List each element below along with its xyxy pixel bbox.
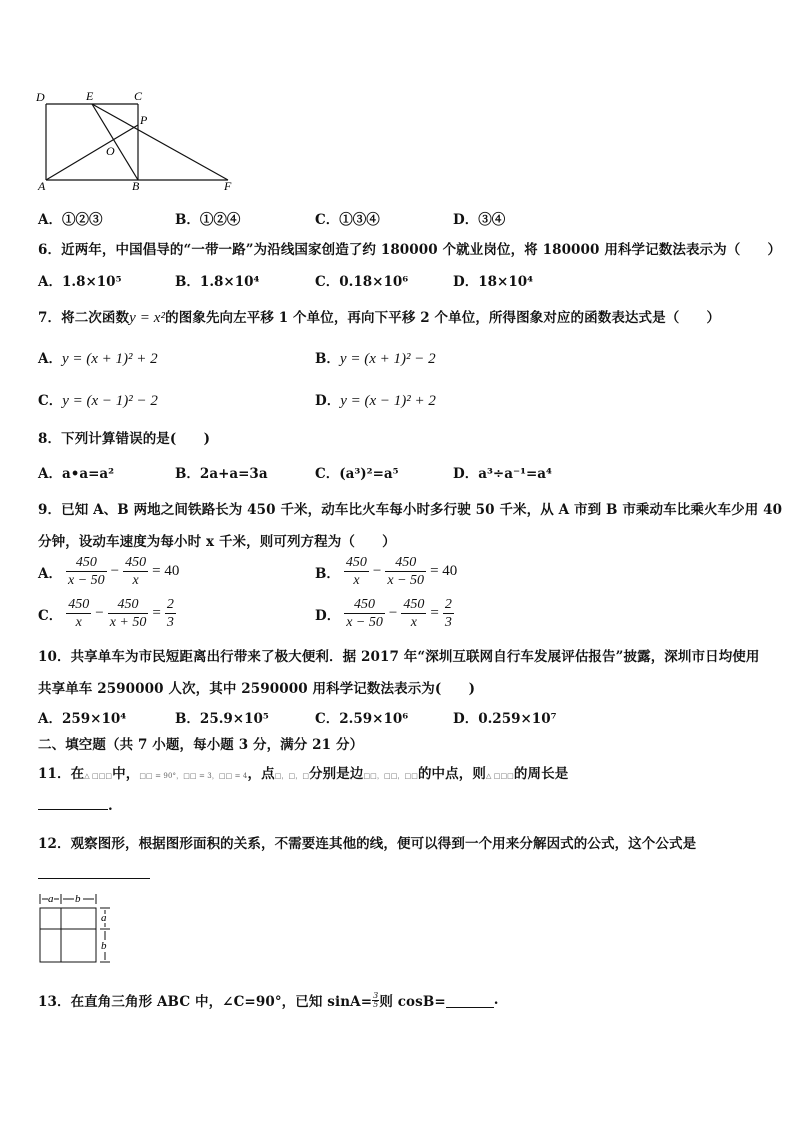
q8-option-a[interactable]: A．a•a=a² bbox=[38, 466, 115, 482]
q11-answer-line[interactable]: . bbox=[38, 798, 113, 814]
q6-stem: 6．近两年，中国倡导的“一带一路”为沿线国家创造了约 180000 个就业岗位，将 180000 用科学记数法表示为（ ） bbox=[38, 242, 782, 258]
fraction: $\frac{2}{3}$ bbox=[444, 597, 452, 630]
q12-answer-line[interactable] bbox=[38, 878, 150, 879]
fraction: $\frac{450}{x - 50}$ bbox=[346, 597, 383, 630]
q8-option-c[interactable]: C．(a³)²=a⁵ bbox=[315, 466, 399, 482]
label-A: A bbox=[38, 179, 46, 193]
q12-figure bbox=[34, 890, 124, 974]
q5-option-c[interactable]: C．①③④ bbox=[315, 212, 380, 228]
label-D: D bbox=[36, 90, 45, 104]
section-title: 二、填空题（共 7 小题，每小题 3 分，满分 21 分） bbox=[38, 737, 364, 753]
q9-stem-line2: 分钟，设动车速度为每小时 x 千米，则可列方程为（ ） bbox=[38, 534, 396, 550]
q10-option-c[interactable]: C．2.59×10⁶ bbox=[315, 711, 409, 727]
q9-option-d[interactable]: D． $\frac{450}{x - 50}$ − $\frac{450}{x}$ = $\frac{2}{3}$ bbox=[315, 597, 452, 630]
q5-option-d[interactable]: D．③④ bbox=[453, 212, 506, 228]
label-a-side: a bbox=[101, 912, 107, 924]
label-b-side: b bbox=[101, 940, 107, 952]
q10-option-b[interactable]: B．25.9×10⁵ bbox=[175, 711, 269, 727]
q9-stem-line1: 9．已知 A、B 两地之间铁路长为 450 千米，动车比火车每小时多行驶 50 千米，从 A 市到 B 市乘动车比乘火车少用 40 bbox=[38, 502, 783, 518]
q9-option-b[interactable]: B． $\frac{450}{x}$ − $\frac{450}{x - 50}$ = 40 bbox=[315, 555, 458, 588]
label-P: P bbox=[140, 113, 148, 127]
label-C: C bbox=[134, 89, 143, 103]
q11-triangle-1: △ □□□ bbox=[84, 772, 113, 780]
q8-option-d[interactable]: D．a³÷a⁻¹=a⁴ bbox=[453, 466, 552, 482]
label-O: O bbox=[106, 144, 115, 158]
q9-option-a[interactable]: A． $\frac{450}{x - 50}$ − $\frac{450}{x}$ = 40 bbox=[38, 555, 180, 588]
q7-option-d[interactable]: D．y = (x − 1)² + 2 bbox=[315, 393, 436, 409]
q7-option-c[interactable]: C．y = (x − 1)² − 2 bbox=[38, 393, 158, 409]
q10-option-d[interactable]: D．0.259×10⁷ bbox=[453, 711, 557, 727]
square-diagram bbox=[34, 890, 124, 970]
label-a-top: a bbox=[48, 893, 54, 905]
label-b-top: b bbox=[75, 893, 81, 905]
geometry-diagram bbox=[30, 86, 250, 196]
q10-stem-line2: 共享单车 2590000 人次，其中 2590000 用科学记数法表示为( ) bbox=[38, 681, 476, 697]
label-F: F bbox=[224, 179, 232, 193]
q13-answer-blank[interactable] bbox=[446, 993, 494, 1008]
q7-option-b[interactable]: B．y = (x + 1)² − 2 bbox=[315, 351, 436, 367]
q9-option-c[interactable]: C． $\frac{450}{x}$ − $\frac{450}{x + 50}$ = $\frac{2}{3}$ bbox=[38, 597, 174, 630]
q11-points: □，□，□ bbox=[274, 772, 310, 780]
q11-sides: □□，□□，□□ bbox=[363, 772, 418, 780]
fraction: $\frac{450}{x}$ bbox=[125, 555, 147, 588]
q7-stem: 7．将二次函数y = x²的图象先向左平移 1 个单位，再向下平移 2 个单位，所得图象对应的函数表达式是（ ） bbox=[38, 310, 721, 326]
q11-stem: 11．在△ □□□中，□□ = 90°，□□ = 3，□□ = 4，点□，□，□分别是边□□，□□，□□的中点，则△ □□□的周长是 bbox=[38, 766, 569, 782]
fraction: $\frac{450}{x - 50}$ bbox=[67, 555, 105, 588]
q12-stem: 12．观察图形，根据图形面积的关系，不需要连其他的线，便可以得到一个用来分解因式的公式，这个公式是 bbox=[38, 836, 697, 852]
q6-option-c[interactable]: C．0.18×10⁶ bbox=[315, 274, 409, 290]
q10-option-a[interactable]: A．259×10⁴ bbox=[38, 711, 127, 727]
q5-option-a[interactable]: A．①②③ bbox=[38, 212, 103, 228]
q13-fraction: $\frac{3}{5}$ bbox=[373, 990, 379, 1009]
q13-stem: 13．在直角三角形 ABC 中，∠C=90°，已知 sinA= $\frac{3}{5}$ 则 cosB= . bbox=[38, 990, 499, 1010]
fraction: $\frac{450}{x}$ bbox=[68, 597, 90, 630]
fraction: $\frac{450}{x - 50}$ bbox=[387, 555, 425, 588]
q8-option-b[interactable]: B．2a+a=3a bbox=[175, 466, 268, 482]
q6-option-d[interactable]: D．18×10⁴ bbox=[453, 274, 534, 290]
q6-option-b[interactable]: B．1.8×10⁴ bbox=[175, 274, 260, 290]
q5-option-b[interactable]: B．①②④ bbox=[175, 212, 241, 228]
q7-option-a[interactable]: A．y = (x + 1)² + 2 bbox=[38, 351, 158, 367]
q10-stem-line1: 10．共享单车为市民短距离出行带来了极大便利．据 2017 年“深圳互联网自行车发展评估报告”披露，深圳市日均使用 bbox=[38, 649, 760, 665]
fraction: $\frac{450}{x}$ bbox=[345, 555, 367, 588]
geometry-figure bbox=[30, 86, 250, 196]
fraction: $\frac{450}{x}$ bbox=[403, 597, 425, 630]
q6-option-a[interactable]: A．1.8×10⁵ bbox=[38, 274, 122, 290]
label-B: B bbox=[132, 179, 140, 193]
fraction: $\frac{2}{3}$ bbox=[166, 597, 174, 630]
q11-triangle-2: △ □□□ bbox=[485, 772, 514, 780]
q11-conditions: □□ = 90°，□□ = 3，□□ = 4 bbox=[139, 772, 248, 780]
q8-stem: 8．下列计算错误的是( ) bbox=[38, 431, 211, 447]
fraction: $\frac{450}{x + 50}$ bbox=[109, 597, 147, 630]
label-E: E bbox=[86, 89, 94, 103]
